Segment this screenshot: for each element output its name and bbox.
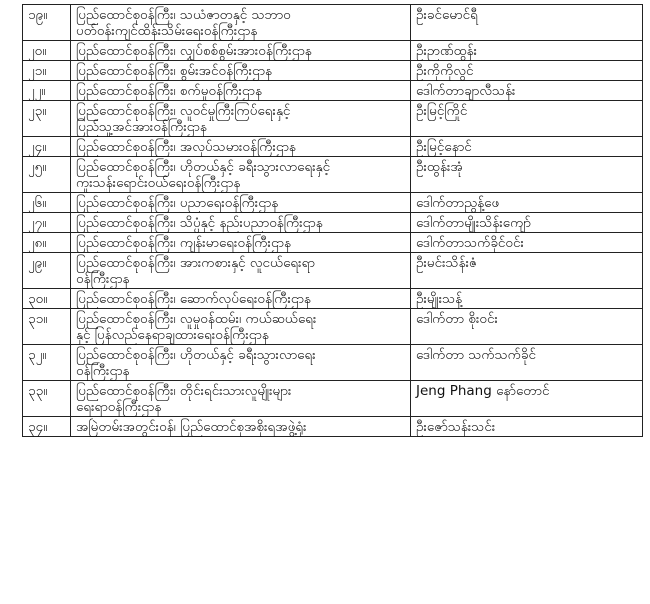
row-number: ၂၉။ (23, 253, 71, 289)
position-cell (71, 101, 411, 137)
position-cell (71, 137, 411, 157)
table-row (23, 41, 643, 61)
position-line: အမြဲတမ်းအတွင်းဝန်၊ ပြည်ထောင်စုအစိုးရအဖွဲ့ရုံး (76, 419, 307, 435)
person-name: ဒေါက်တာချာလီသန်း (411, 81, 643, 101)
person-name: ဒေါက်တာသက်ခိုင်ဝင်း (411, 233, 643, 253)
row-number: ၂၃။ (23, 101, 71, 137)
table-row (23, 289, 643, 309)
position-line: ပြည်ထောင်စုဝန်ကြီး၊ တိုင်းရင်းသားလူမျိုးများ (76, 383, 292, 399)
table-row (23, 101, 643, 137)
row-number: ၃၁။ (23, 309, 71, 345)
table-row (23, 233, 643, 253)
position-line: ပြည်ထောင်စုဝန်ကြီး၊ ဆောက်လုပ်ရေးဝန်ကြီးဌာန (76, 291, 311, 307)
table-row (23, 137, 643, 157)
position-line: ရေးရာဝန်ကြီးဌာန (76, 399, 162, 415)
position-cell (71, 213, 411, 233)
table-body (23, 5, 643, 437)
row-number: ၂၁။ (23, 61, 71, 81)
position-line: ပြည်ထောင်စုဝန်ကြီး၊ စက်မှုဝန်ကြီးဌာန (76, 83, 262, 99)
person-name: ဦးမင်းသိန်းဇံ (411, 253, 643, 289)
position-cell (71, 381, 411, 417)
position-line: ပြည်ထောင်စုဝန်ကြီး၊ အလုပ်သမားဝန်ကြီးဌာန (76, 139, 296, 155)
position-cell (71, 157, 411, 193)
table-row (23, 309, 643, 345)
position-cell (71, 345, 411, 381)
position-line: ပြည်ထောင်စုဝန်ကြီး၊ လျှပ်စစ်စွမ်းအားဝန်ကြီးဌာန (76, 43, 312, 59)
table-row (23, 193, 643, 213)
position-cell (71, 309, 411, 345)
position-line: ပြည်ထောင်စုဝန်ကြီး၊ လူမှုဝန်ထမ်း၊ ကယ်ဆယ်ရေး (76, 311, 317, 327)
position-line: ပြည်သူ့အင်အားဝန်ကြီးဌာန (76, 119, 207, 135)
position-line: ပြည်ထောင်စုဝန်ကြီး၊ သိပ္ပံနှင့် နည်းပညာဝန်ကြီးဌာန (76, 215, 323, 231)
position-line: ပြည်ထောင်စုဝန်ကြီး၊ ကျန်းမာရေးဝန်ကြီးဌာန (76, 235, 291, 251)
row-number: ၃၃။ (23, 381, 71, 417)
table-row (23, 213, 643, 233)
person-name: ဦးထွန်းအုံ (411, 157, 643, 193)
person-name: ဒေါက်တာညွန့်ဖေ (411, 193, 643, 213)
position-line: ပြည်ထောင်စုဝန်ကြီး၊ လူဝင်မှုကြီးကြပ်ရေးနှင့် (76, 103, 291, 119)
person-name: ဦးမြင့်နောင် (411, 137, 643, 157)
person-name: ဦးမြင့်ကြိုင် (411, 101, 643, 137)
position-line: ပြည်ထောင်စုဝန်ကြီး၊ အားကစားနှင့် လူငယ်ရေးရာ (76, 255, 315, 271)
position-cell (71, 193, 411, 213)
position-line: ပြည်ထောင်စုဝန်ကြီး၊ ဟိုတယ်နှင့် ခရီးသွားလာရေး (76, 347, 316, 363)
person-name: ဦးခင်မောင်ရီ (411, 5, 643, 41)
row-number: ၂၅။ (23, 157, 71, 193)
position-line: ကူးသန်းရောင်းဝယ်ရေးဝန်ကြီးဌာန (76, 175, 241, 191)
position-line: ဝန်ကြီးဌာန (76, 363, 130, 379)
position-line: ဝန်ကြီးဌာန (76, 271, 130, 287)
table-row (23, 5, 643, 41)
row-number: ၁၉။ (23, 5, 71, 41)
row-number: ၂၄။ (23, 137, 71, 157)
person-name: Jeng Phang နော်တောင် (411, 381, 643, 417)
person-name: ဦးကိုကိုလွင် (411, 61, 643, 81)
position-cell (71, 5, 411, 41)
row-number: ၂၈။ (23, 233, 71, 253)
row-number: ၂၆။ (23, 193, 71, 213)
position-line: ပြည်ထောင်စုဝန်ကြီး၊ ဟိုတယ်နှင့် ခရီးသွားလာရေးနှင့် (76, 159, 331, 175)
position-line: ပြည်ထောင်စုဝန်ကြီး၊ စွမ်းအင်ဝန်ကြီးဌာန (76, 63, 273, 79)
table-row (23, 81, 643, 101)
person-name: ဒေါက်တာ စိုးဝင်း (411, 309, 643, 345)
person-name: ဒေါက်တာ သက်သက်ခိုင် (411, 345, 643, 381)
row-number: ၂၀။ (23, 41, 71, 61)
position-cell (71, 417, 411, 437)
position-line: ပြည်ထောင်စုဝန်ကြီး၊ ပညာရေးဝန်ကြီးဌာန (76, 195, 279, 211)
position-cell (71, 253, 411, 289)
row-number: ၂၇။ (23, 213, 71, 233)
position-cell (71, 41, 411, 61)
position-cell (71, 61, 411, 81)
person-name: ဦးမျိုးသန့် (411, 289, 643, 309)
row-number: ၂၂။ (23, 81, 71, 101)
table-row (23, 417, 643, 437)
position-line: ပြည်ထောင်စုဝန်ကြီး၊ သယံဇာတနှင့် သဘာဝ (76, 7, 291, 23)
position-cell (71, 81, 411, 101)
position-cell (71, 233, 411, 253)
person-name: ဦးဉာဏ်ထွန်း (411, 41, 643, 61)
position-cell (71, 289, 411, 309)
ministers-table (22, 4, 643, 437)
table-row (23, 253, 643, 289)
table-row (23, 157, 643, 193)
position-line: နှင့် ပြန်လည်နေရာချထားရေးဝန်ကြီးဌာန (76, 327, 269, 343)
row-number: ၃၂။ (23, 345, 71, 381)
table-row (23, 345, 643, 381)
table-row (23, 61, 643, 81)
row-number: ၃၀။ (23, 289, 71, 309)
row-number: ၃၄။ (23, 417, 71, 437)
position-line: ပတ်ဝန်းကျင်ထိန်းသိမ်းရေးဝန်ကြီးဌာန (76, 23, 258, 39)
person-name: ဒေါက်တာမျိုးသိန်းကျော် (411, 213, 643, 233)
table-row (23, 381, 643, 417)
person-name: ဦးဇော်သန်းသင်း (411, 417, 643, 437)
